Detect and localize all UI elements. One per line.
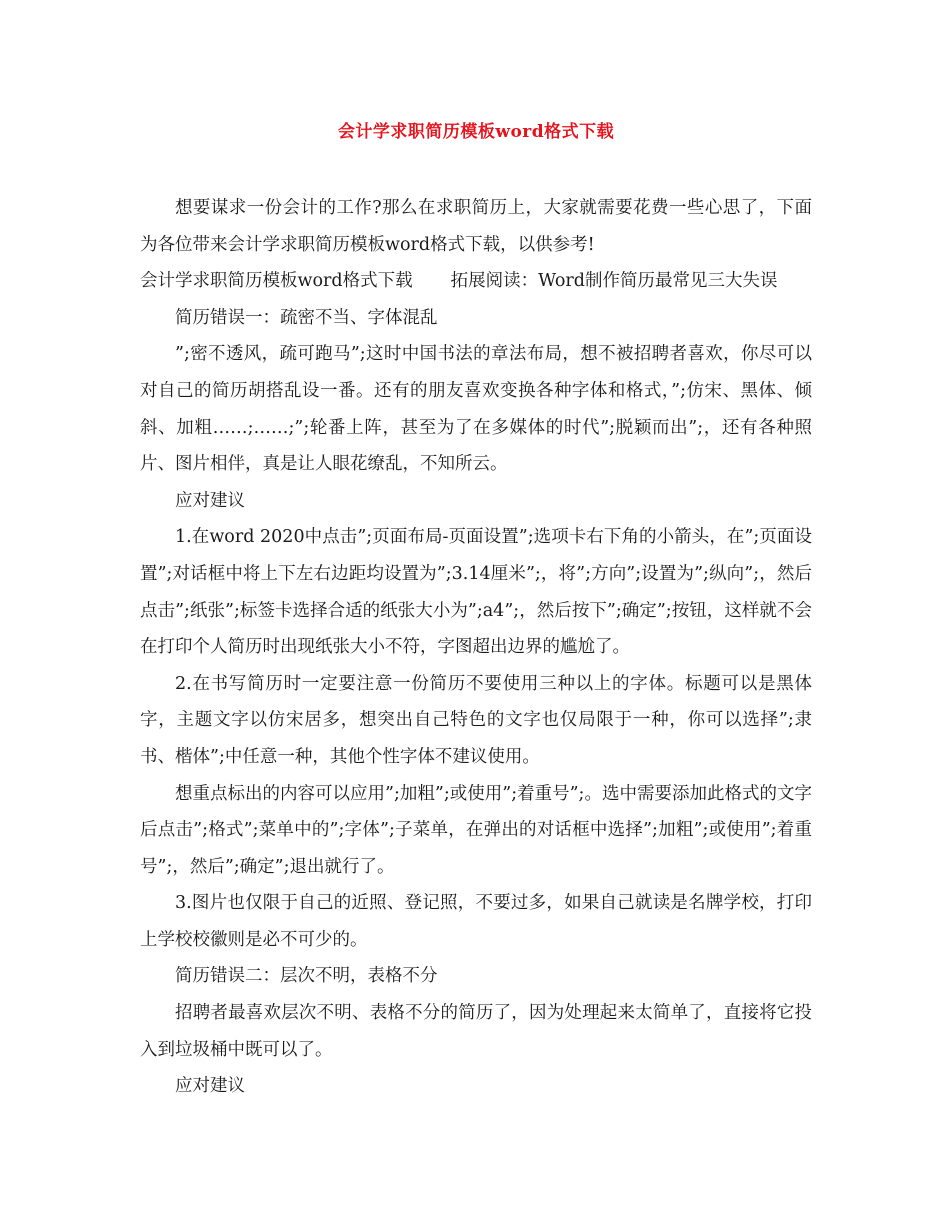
advice2-heading: 应对建议 [175, 1076, 245, 1097]
document-page [140, 118, 812, 1105]
intro-paragraph: 想要谋求一份会计的工作?那么在求职简历上，大家就需要花费一些心思了，下面为各位带来会计学求职简历模板word格式下载，以供参考! [140, 198, 812, 255]
subtitle-line [140, 263, 812, 300]
error2-heading: 简历错误二：层次不明，表格不分 [175, 966, 438, 987]
advice1-item1: 1.在word 2020中点击”;页面布局-页面设置”;选项卡右下角的小箭头，在”;页面设置”;对话框中将上下左右边距均设置为”;3.14厘米”;，将”;方向”;设置为”;纵向”;，然后点击”;纸张”;标签卡选择合适的纸张大小为”;a4”;，然后按下”;确定”;按钮，这样就不会在打印个人简历时出现纸张大小不符，字图超出边界的尴尬了。 [140, 527, 812, 658]
advice1-item3: 3.图片也仅限于自己的近照、登记照，不要过多，如果自己就读是名牌学校，打印上学校校徽则是必不可少的。 [140, 893, 812, 950]
advice1-item2b: 想重点标出的内容可以应用”;加粗”;或使用”;着重号”;。选中需要添加此格式的文字后点击”;格式”;菜单中的”;字体”;子菜单，在弹出的对话框中选择”;加粗”;或使用”;着重号”;，然后”;确定”;退出就行了。 [140, 783, 812, 877]
advice1-item2: 2.在书写简历时一定要注意一份简历不要使用三种以上的字体。标题可以是黑体字，主题文字以仿宋居多，想突出自己特色的文字也仅局限于一种，你可以选择”;隶书、楷体”;中任意一种，其他个性字体不建议使用。 [140, 673, 812, 767]
error1-heading: 简历错误一：疏密不当、字体混乱 [175, 307, 438, 328]
subtitle-left: 会计学求职简历模板word格式下载 [140, 271, 413, 292]
error1-body: ”;密不透风，疏可跑马”;这时中国书法的章法布局，想不被招聘者喜欢，你尽可以对自己的简历胡搭乱设一番。还有的朋友喜欢变换各种字体和格式，”;仿宋、黑体、倾斜、加粗……;……;”;轮番上阵，甚至为了在多媒体的时代”;脱颖而出”;，还有各种照片、图片相伴，真是让人眼花缭乱，不知所云。 [140, 344, 812, 475]
error2-body: 招聘者最喜欢层次不明、表格不分的简历了，因为处理起来太简单了，直接将它投入到垃圾桶中既可以了。 [140, 1003, 812, 1060]
document-title: 会计学求职简历模板word格式下载 [337, 122, 615, 142]
extended-reading-link: 拓展阅读：Word制作简历最常见三大失误 [450, 271, 778, 292]
advice1-heading: 应对建议 [175, 490, 245, 511]
